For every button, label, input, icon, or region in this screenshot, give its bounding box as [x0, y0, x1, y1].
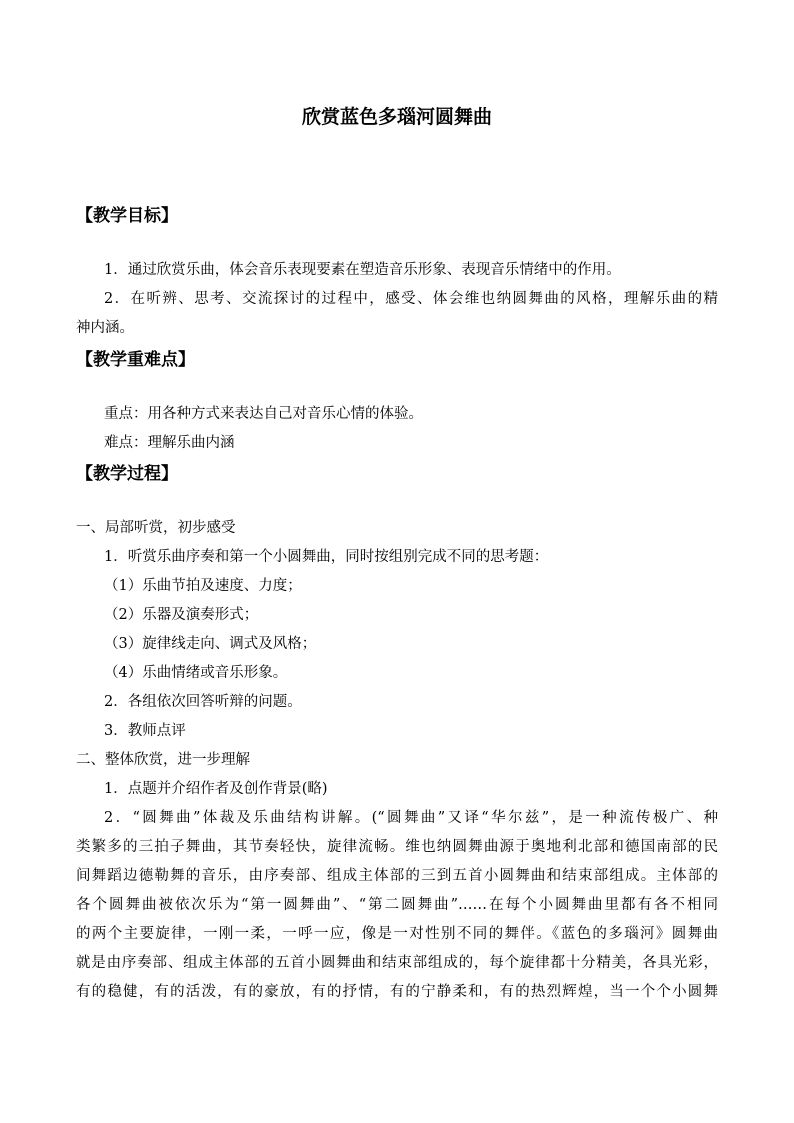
part1-title: 一、局部听赏，初步感受 — [76, 520, 236, 536]
difficult-point: 难点：理解乐曲内涵 — [104, 435, 235, 451]
part2-paragraph-line-6: 就是由序奏部、组成主体部的五首小圆舞曲和结束部组成的，每个旋律都十分精美，各具光彩， — [76, 955, 718, 971]
part2-paragraph-line-1: 2．“圆舞曲”体裁及乐曲结构讲解。(“圆舞曲”又译“华尔兹”，是一种流传极广、种 — [104, 810, 718, 826]
goal-item-2-line-2: 神内涵。 — [76, 320, 134, 336]
part2-paragraph-line-3: 间舞蹈边德勒舞的音乐，由序奏部、组成主体部的三到五首小圆舞曲和结束部组成。主体部的 — [76, 868, 718, 884]
part2-title: 二、整体欣赏，进一步理解 — [76, 752, 250, 768]
key-points-heading: 【教学重难点】 — [76, 350, 195, 370]
goal-item-1: 1．通过欣赏乐曲，体会音乐表现要素在塑造音乐形象、表现音乐情绪中的作用。 — [104, 262, 621, 278]
part2-item-1: 1．点题并介绍作者及创作背景(略) — [104, 781, 328, 797]
part1-item-2: 2．各组依次回答听辩的问题。 — [104, 694, 302, 710]
document-title: 欣赏蓝色多瑙河圆舞曲 — [301, 106, 492, 128]
part1-item-1: 1．听赏乐曲序奏和第一个小圆舞曲，同时按组别完成不同的思考题： — [104, 549, 549, 565]
part1-sub-item-1: （1）乐曲节拍及速度、力度； — [104, 578, 302, 594]
part1-sub-item-2: （2）乐器及演奏形式； — [104, 607, 259, 623]
part1-sub-item-4: （4）乐曲情绪或音乐形象。 — [104, 665, 288, 681]
goals-heading: 【教学目标】 — [76, 206, 178, 226]
part1-item-3: 3．教师点评 — [104, 723, 186, 739]
part1-sub-item-3: （3）旋律线走向、调式及风格； — [104, 636, 317, 652]
process-heading: 【教学过程】 — [76, 464, 178, 484]
part2-paragraph-line-7: 有的稳健，有的活泼，有的豪放，有的抒情，有的宁静柔和，有的热烈辉煌，当一个个小圆舞 — [76, 984, 718, 1000]
part2-paragraph-line-5: 的两个主要旋律，一刚一柔，一呼一应，像是一对性别不同的舞伴。《蓝色的多瑙河》圆舞曲 — [76, 926, 718, 942]
part2-paragraph-line-4: 各个圆舞曲被依次乐为“第一圆舞曲”、“第二圆舞曲”……在每个小圆舞曲里都有各不相同 — [76, 897, 718, 913]
part2-paragraph-line-2: 类繁多的三拍子舞曲，其节奏轻快，旋律流畅。维也纳圆舞曲源于奥地利北部和德国南部的民 — [76, 839, 718, 855]
goal-item-2-line-1: 2．在听辨、思考、交流探讨的过程中，感受、体会维也纳圆舞曲的风格，理解乐曲的精 — [104, 291, 718, 307]
key-point: 重点：用各种方式来表达自己对音乐心情的体验。 — [104, 406, 423, 422]
